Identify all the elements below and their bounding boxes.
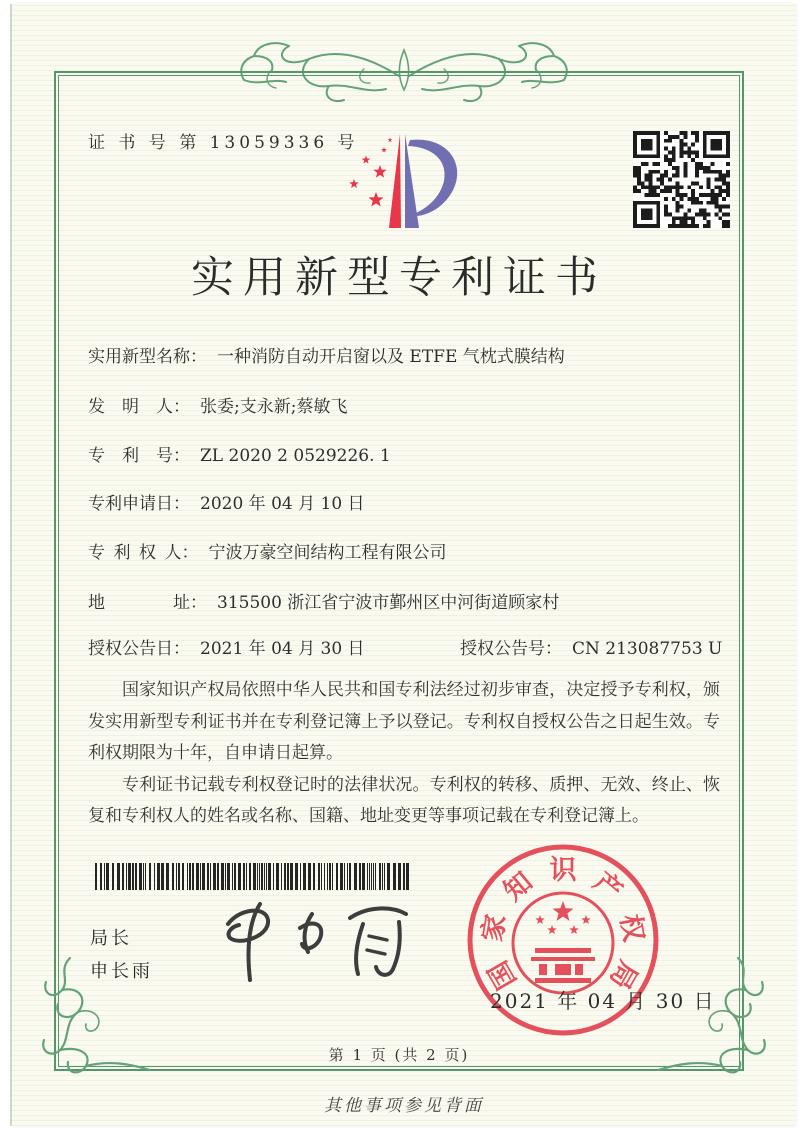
field-row-inventors [88,392,347,417]
field-value: 一种消防自动开启窗以及 ETFE 气枕式膜结构 [217,347,565,367]
legal-paragraph-1: 国家知识产权局依照中华人民共和国专利法经过初步审查，决定授予专利权，颁发实用新型专利证书并在专利登记簿上予以登记。专利权自授权公告之日起生效。专利权期限为十年，自申请日起算。 [88,680,720,763]
legal-paragraph-2: 专利证书记载专利权登记时的法律状况。专利权的转移、质押、无效、终止、恢复和专利权人的姓名或名称、国籍、地址变更等事项记载在专利登记簿上。 [88,774,720,826]
field-value: CN 213087753 U [572,639,723,659]
field-label: 实用新型名称： [88,347,207,367]
field-row-filing-date [88,489,365,514]
field-label: 授权公告号： [460,639,562,659]
field-row-grant [88,634,723,659]
seal-date: 2021 年 04 月 30 日 [490,989,716,1013]
svg-text:产: 产 [587,866,628,908]
field-value: 张委;支永新;蔡敏飞 [200,397,348,417]
field-row-patent-name [88,342,565,367]
officer-block [90,922,153,988]
svg-text:知: 知 [498,866,539,908]
field-row-patentee [88,538,447,563]
barcode [95,863,411,890]
legal-text-block [88,675,720,833]
cnipa-logo-icon [332,128,472,236]
field-value: ZL 2020 2 0529226. 1 [200,446,391,466]
shen-changyu-signature [200,892,425,992]
field-value: 宁波万豪空间结构工程有限公司 [208,543,447,563]
field-label: 授权公告日： [88,639,190,659]
qr-code [633,131,730,228]
field-grant-number [460,634,722,659]
officer-name: 申长雨 [90,961,153,982]
field-label: 专 利 权 人： [88,543,199,563]
svg-text:家: 家 [476,911,513,944]
svg-text:国: 国 [482,955,523,995]
certificate-number: 证 书 号 第 13059336 号 [88,133,359,153]
field-row-address [88,588,559,613]
page-number: 第 1 页 (共 2 页) [328,1046,470,1064]
field-label: 发 明 人： [88,397,190,417]
certificate-title: 实用新型专利证书 [191,253,607,303]
field-value: 315500 浙江省宁波市鄞州区中河街道顾家村 [217,593,560,613]
officer-title: 局长 [90,928,132,949]
field-label: 地 址： [88,593,207,613]
back-side-note: 其他事项参见背面 [324,1096,484,1116]
field-label: 专 利 号： [88,446,190,466]
svg-text:局: 局 [603,955,644,995]
field-label: 专利申请日： [88,494,190,514]
certificate-page [12,4,796,1126]
field-value: 2020 年 04 月 10 日 [200,494,365,514]
field-row-patent-number [88,441,391,466]
svg-text:识: 识 [549,855,577,886]
svg-text:权: 权 [613,911,650,944]
field-value: 2021 年 04 月 30 日 [200,639,365,659]
